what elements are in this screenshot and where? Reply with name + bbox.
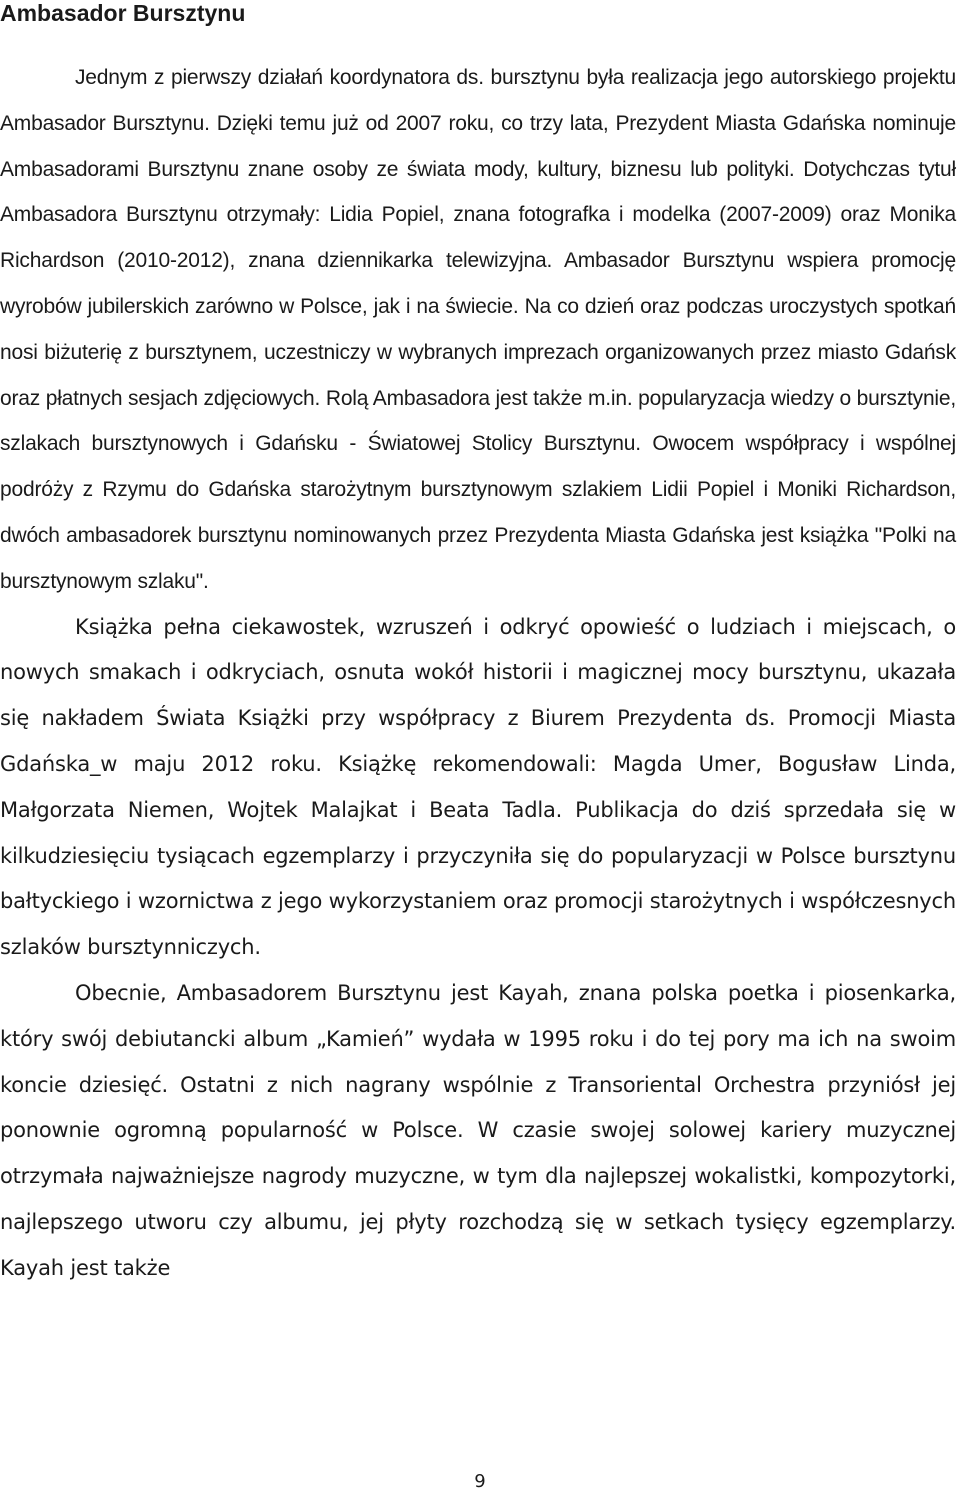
paragraph-kayah: Obecnie, Ambasadorem Bursztynu jest Kayah, znana polska poetka i piosenkarka, który swój debiutancki album „Kamień” wydała w 1995 roku i do tej pory ma ich na swoim koncie dziesięć. Ostatni z nich nagrany wspólnie z Transoriental Orchestra przyniósł jej ponownie ogromną popularność w Polsce. W czasie swojej solowej kariery muzycznej otrzymała najważniejsze nagrody muzyczne, w tym dla najlepszej wokalistki, kompozytorki, najlepszego utworu czy albumu, jej płyty rozchodzą się w setkach tysięcy egzemplarzy. Kayah jest także [0, 980, 956, 1280]
paragraph-ksiazka: Książka pełna ciekawostek, wzruszeń i odkryć opowieść o ludziach i miejscach, o nowych smakach i odkryciach, osnuta wokół historii i magicznej mocy bursztynu, ukazała się nakładem Świata Książki przy współpracy z Biurem Prezydenta ds. Promocji Miasta Gdańska_w maju 2012 roku. Książkę rekomendowali: Magda Umer, Bogusław Linda, Małgorzata Niemen, Wojtek Malajkat i Beata Tadla. Publikacja do dziś sprzedała się w kilkudziesięciu tysiącach egzemplarzy i przyczyniła się do popularyzacji w Polsce bursztynu bałtyckiego i wzornictwa z jego wykorzystaniem oraz promocji starożytnych i współczesnych szlaków bursztynniczych. [0, 614, 956, 960]
page-title: Ambasador Bursztynu [0, 0, 246, 26]
page-number: 9 [474, 1471, 486, 1492]
paragraph-ambasador-intro: Jednym z pierwszy działań koordynatora ds. bursztynu była realizacja jego autorskiego projektu Ambasador Bursztynu. Dzięki temu już od 2007 roku, co trzy lata, Prezydent Miasta Gdańska nominuje Ambasadorami Bursztynu znane osoby ze świata mody, kultury, biznesu lub polityki. Dotychczas tytuł Ambasadora Bursztynu otrzymały: Lidia Popiel, znana fotografka i modelka (2007-2009) oraz Monika Richardson (2010-2012), znana dziennikarka telewizyjna. Ambasador Bursztynu wspiera promocję wyrobów jubilerskich zarówno w Polsce, jak i na świecie. Na co dzień oraz podczas uroczystych spotkań nosi biżuterię z bursztynem, uczestniczy w wybranych imprezach organizowanych przez miasto Gdańsk oraz płatnych sesjach zdjęciowych. Rolą Ambasadora jest także m.in. popularyzacja wiedzy o bursztynie, szlakach bursztynowych i Gdańsku - Światowej Stolicy Bursztynu. Owocem współpracy i wspólnej podróży z Rzymu do Gdańska starożytnym bursztynowym szlakiem Lidii Popiel i Moniki Richardson, dwóch ambasadorek bursztynu nominowanych przez Prezydenta Miasta Gdańska jest książka "Polki na bursztynowym szlaku". [0, 66, 956, 593]
document-body [0, 55, 956, 1292]
